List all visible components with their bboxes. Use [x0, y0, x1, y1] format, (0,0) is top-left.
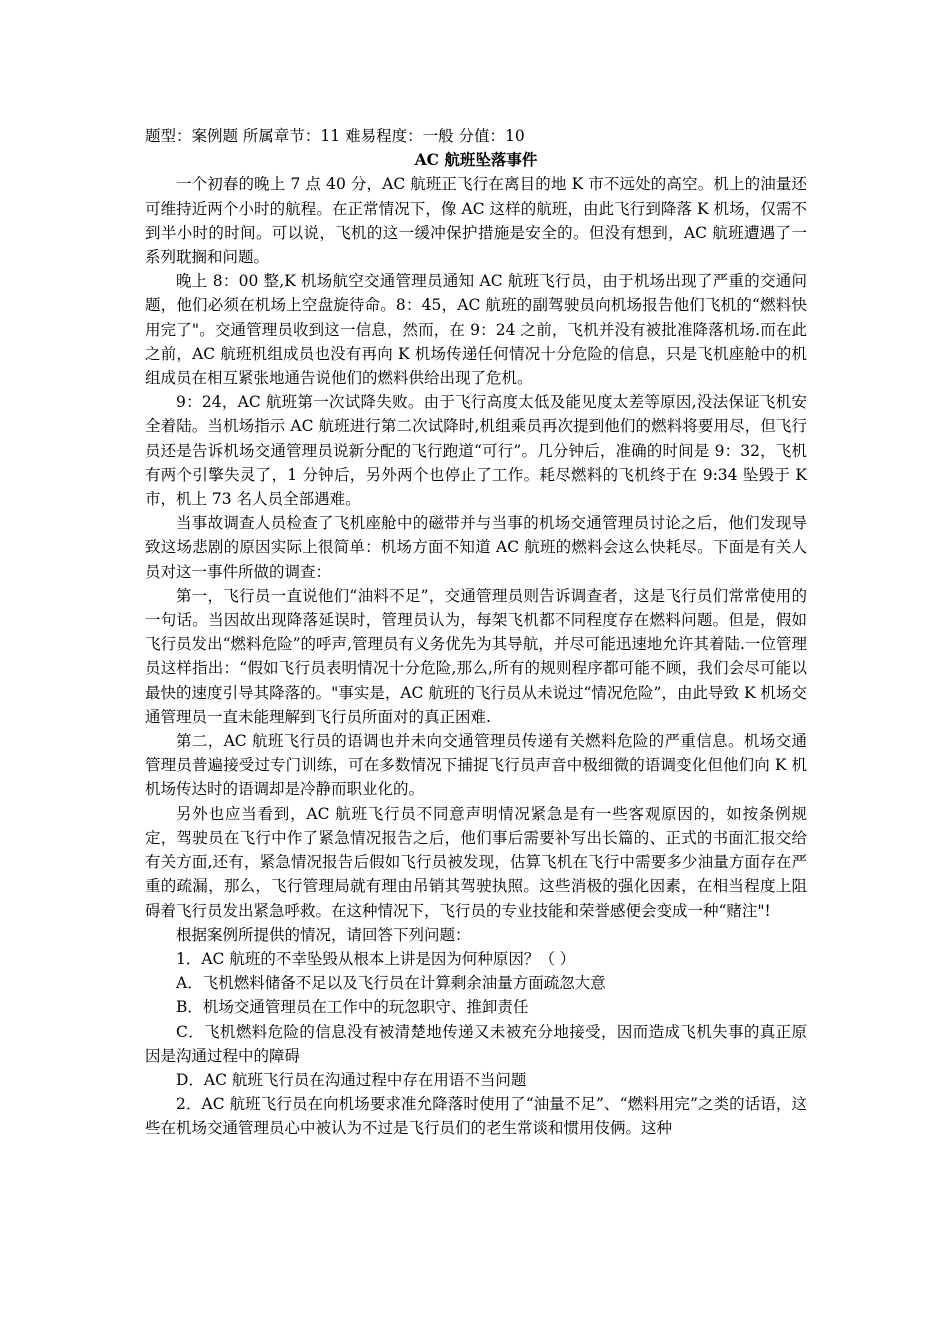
- paragraph-3: 9：24，AC 航班第一次试降失败。由于飞行高度太低及能见度太差等原因,没法保证飞机安全着陆。当机场指示 AC 航班进行第二次试降时,机组乘员再次提到他们的燃料将要用尽，但飞行员还是告诉机场交通管理员说新分配的飞行跑道“可行”。几分钟后，准确的时间是 9：32，飞机有两个引擎失灵了，1 分钟后，另外两个也停止了工作。耗尽燃料的飞机终于在 9:34 坠毁于 K 市，机上 73 名人员全部遇难。: [145, 393, 807, 509]
- paragraph-1: 一个初春的晚上 7 点 40 分，AC 航班正飞行在离目的地 K 市不远处的高空。机上的油量还可维持近两个小时的航程。在正常情况下，像 AC 这样的航班，由此飞行到降落 K 机场，仅需不到半小时的时间。可以说，飞机的这一缓冲保护措施是安全的。但没有想到，AC 航班遭遇了一系列耽搁和问题。: [145, 175, 807, 267]
- question-1-option-c: C．飞机燃料危险的信息没有被清楚地传递又未被充分地接受，因而造成飞机失事的真正原因是沟通过程中的障碍: [145, 1022, 807, 1065]
- case-title: AC 航班坠落事件: [414, 150, 538, 170]
- instruction-paragraph: 根据案例所提供的情况，请回答下列问题：: [176, 925, 471, 944]
- question-1-option-a: A．飞机燃料储备不足以及飞行员在计算剩余油量方面疏忽大意: [176, 974, 606, 993]
- paragraph-7: 另外也应当看到，AC 航班飞行员不同意声明情况紧急是有一些客观原因的，如按条例规定，驾驶员在飞行中作了紧急情况报告之后，他们事后需要补写出长篇的、正式的书面汇报交给有关方面,还有，紧急情况报告后假如飞行员被发现，估算飞机在飞行中需要多少油量方面存在严重的疏漏，那么，飞行管理局就有理由吊销其驾驶执照。这些消极的强化因素，在相当程度上阻碍着飞行员发出紧急呼救。在这种情况下，飞行员的专业技能和荣誉感便会变成一种“赌注"!: [145, 804, 807, 920]
- paragraph-4: 当事故调查人员检查了飞机座舱中的磁带并与当事的机场交通管理员讨论之后，他们发现导致这场悲剧的原因实际上很简单：机场方面不知道 AC 航班的燃料会这么快耗尽。下面是有关人员对这一事件所做的调查：: [145, 514, 807, 581]
- question-2: 2．AC 航班飞行员在向机场要求准允降落时使用了“油量不足”、“燃料用完”之类的话语，这些在机场交通管理员心中被认为不过是飞行员们的老生常谈和惯用伎俩。这种: [145, 1095, 807, 1138]
- document-page: [145, 124, 807, 1141]
- paragraph-2: 晚上 8：00 整,K 机场航空交通管理员通知 AC 航班飞行员，由于机场出现了严重的交通问题，他们必须在机场上空盘旋待命。8：45，AC 航班的副驾驶员向机场报告他们飞机的“燃料快用完了"。交通管理员收到这一信息，然而，在 9：24 之前，飞机并没有被批准降落机场.而在此之前，AC 航班机组成员也没有再向 K 机场传递任何情况十分危险的信息，只是飞机座舱中的机组成员在相互紧张地通告说他们的燃料供给出现了危机。: [145, 272, 807, 388]
- question-1-option-d: D．AC 航班飞行员在沟通过程中存在用语不当问题: [176, 1070, 527, 1089]
- paragraph-6: 第二，AC 航班飞行员的语调也并未向交通管理员传递有关燃料危险的严重信息。机场交通管理员普遍接受过专门训练，可在多数情况下捕捉飞行员声音中极细微的语调变化但他们向 K 机机场传达时的语调却是冷静而职业化的。: [145, 732, 807, 799]
- question-1: 1．AC 航班的不幸坠毁从根本上讲是因为何种原因？（ ）: [176, 949, 576, 968]
- question-meta-line: 题型：案例题 所属章节：11 难易程度：一般 分值：10: [145, 127, 525, 145]
- paragraph-5: 第一，飞行员一直说他们“油料不足”，交通管理员则告诉调查者，这是飞行员们常常使用的一句话。当因故出现降落延误时，管理员认为，每架飞机都不同程度存在燃料问题。但是，假如飞行员发出“燃料危险”的呼声,管理员有义务优先为其导航，并尽可能迅速地允许其着陆.一位管理员这样指出：“假如飞行员表明情况十分危险,那么,所有的规则程序都可能不顾，我们会尽可能以最快的速度引导其降落的。"事实是，AC 航班的飞行员从未说过“情况危险”，由此导致 K 机场交通管理员一直未能理解到飞行员所面对的真正困难.: [145, 586, 807, 726]
- question-1-option-b: B．机场交通管理员在工作中的玩忽职守、推卸责任: [176, 998, 529, 1017]
